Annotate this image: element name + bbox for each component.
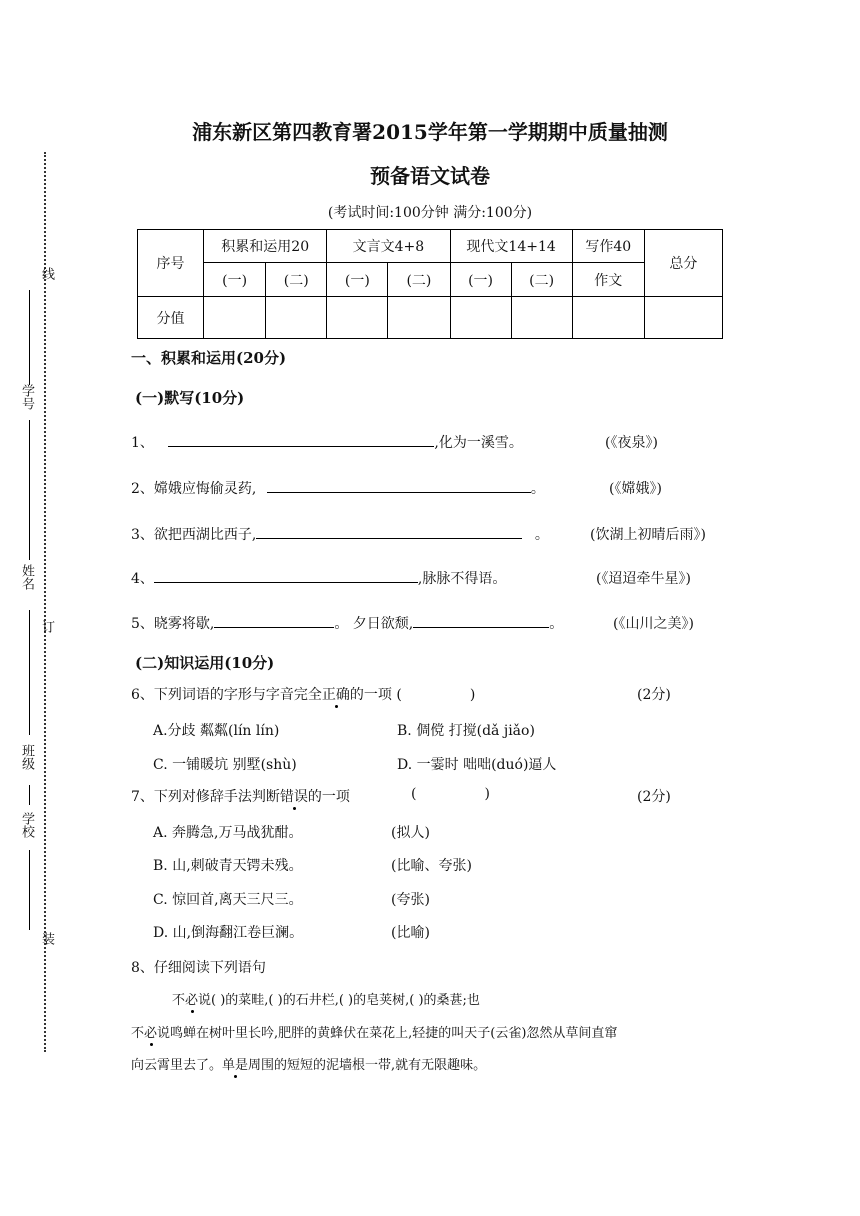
- q4-source: (《迢迢牵牛星》): [596, 571, 691, 587]
- sidebar-class-label: 班级: [19, 744, 34, 770]
- student-no-line: [29, 290, 30, 385]
- q8-passage-line1: 不必说( )的菜畦,( )的石井栏,( )的皂荚树,( )的桑葚;也: [172, 993, 480, 1008]
- q7-option-d: D. 山,倒海翻江卷巨澜。: [153, 925, 304, 941]
- q7-option-b-note: (比喻、夸张): [391, 858, 472, 874]
- group-header: 文言文4+8: [327, 230, 450, 263]
- q7-option-d-note: (比喻): [391, 925, 430, 941]
- subcol-header: (二): [511, 263, 572, 297]
- q6-points: (2分): [637, 687, 671, 703]
- question-7: 7、下列对修辞手法判断错误的一项: [131, 789, 350, 805]
- answer-blank[interactable]: [256, 524, 522, 539]
- subcol-header: (二): [266, 263, 327, 297]
- q6-option-b: B. 倜傥 打搅(dǎ jiǎo): [397, 723, 535, 739]
- name-line: [29, 420, 30, 560]
- group-header: 写作40: [572, 230, 644, 263]
- answer-blank[interactable]: [267, 478, 531, 493]
- q6-option-d: D. 一霎时 咄咄(duó)逼人: [397, 757, 557, 773]
- score-cell[interactable]: [450, 297, 511, 339]
- total-header: 总分: [644, 230, 722, 297]
- q7-option-a-note: (拟人): [391, 825, 430, 841]
- q6-option-c: C. 一铺暖坑 别墅(shù): [153, 757, 297, 773]
- sidebar-line-label: 线: [39, 267, 54, 280]
- score-table: [137, 229, 723, 339]
- q7-option-b: B. 山,刺破青天锷未残。: [153, 858, 303, 874]
- q7-answer-brackets[interactable]: ( ): [411, 786, 490, 802]
- q7-option-c: C. 惊回首,离天三尺三。: [153, 892, 303, 908]
- sidebar-install-label: 装: [39, 932, 54, 945]
- q8-passage-line3: 向云霄里去了。单是周围的短短的泥墙根一带,就有无限趣味。: [131, 1058, 487, 1073]
- part2-heading: (二)知识运用(10分): [135, 654, 275, 672]
- page-subtitle: 预备语文试卷: [370, 164, 490, 188]
- question-2: 2、嫦娥应悔偷灵药, 。: [131, 478, 545, 498]
- score-row-label: 分值: [138, 297, 204, 339]
- answer-blank[interactable]: [168, 432, 434, 447]
- score-cell[interactable]: [388, 297, 450, 339]
- q5-source: (《山川之美》): [613, 616, 694, 632]
- question-5: 5、晓雾将歇, 。 夕日欲颓, 。: [131, 613, 563, 633]
- sidebar-name-label: 姓名: [19, 564, 34, 590]
- question-8-heading: 8、仔细阅读下列语句: [131, 960, 266, 976]
- sidebar-student-no-label: 学号: [19, 384, 34, 410]
- subcol-header: (一): [327, 263, 388, 297]
- answer-blank[interactable]: [214, 613, 334, 628]
- group-header: 积累和运用20: [204, 230, 327, 263]
- section1-heading: 一、积累和运用(20分): [131, 349, 287, 367]
- subcol-header: 作文: [572, 263, 644, 297]
- q7-points: (2分): [637, 789, 671, 805]
- score-cell[interactable]: [327, 297, 388, 339]
- question-1: 1、 ,化为一溪雪。: [131, 432, 523, 452]
- school-line: [29, 850, 30, 930]
- answer-blank[interactable]: [413, 613, 549, 628]
- group-header: 现代文14+14: [450, 230, 572, 263]
- q2-source: (《嫦娥》): [609, 481, 662, 497]
- q1-source: (《夜泉》): [605, 435, 658, 451]
- q8-passage-line2: 不必说鸣蝉在树叶里长吟,肥胖的黄蜂伏在菜花上,轻捷的叫天子(云雀)忽然从草间直窜: [131, 1026, 618, 1041]
- score-cell[interactable]: [511, 297, 572, 339]
- question-4: 4、 ,脉脉不得语。: [131, 568, 506, 588]
- subcol-header: (一): [450, 263, 511, 297]
- part1-heading: (一)默写(10分): [135, 389, 245, 407]
- score-cell[interactable]: [572, 297, 644, 339]
- subcol-header: (二): [388, 263, 450, 297]
- question-6: 6、下列词语的字形与字音完全正确的一项 ( ): [131, 687, 476, 703]
- binding-dotted-line: [44, 152, 46, 1052]
- school-line-top: [29, 785, 30, 805]
- score-cell[interactable]: [204, 297, 266, 339]
- answer-blank[interactable]: [154, 568, 418, 583]
- q6-option-a: A.分歧 粼粼(lín lín): [153, 723, 280, 739]
- sidebar-bind-label: 订: [39, 620, 54, 633]
- q7-option-a: A. 奔腾急,万马战犹酣。: [153, 825, 303, 841]
- score-cell[interactable]: [644, 297, 722, 339]
- score-cell[interactable]: [266, 297, 327, 339]
- subcol-header: (一): [204, 263, 266, 297]
- exam-info: (考试时间:100分钟 满分:100分): [327, 205, 533, 221]
- q7-option-c-note: (夸张): [391, 892, 430, 908]
- q3-source: (饮湖上初晴后雨》): [590, 527, 706, 543]
- question-3: 3、欲把西湖比西子, 。: [131, 524, 549, 544]
- class-line: [29, 610, 30, 735]
- sidebar-school-label: 学校: [19, 812, 34, 838]
- page-title: 浦东新区第四教育署2015学年第一学期期中质量抽测: [192, 120, 668, 144]
- seq-header: 序号: [138, 230, 204, 297]
